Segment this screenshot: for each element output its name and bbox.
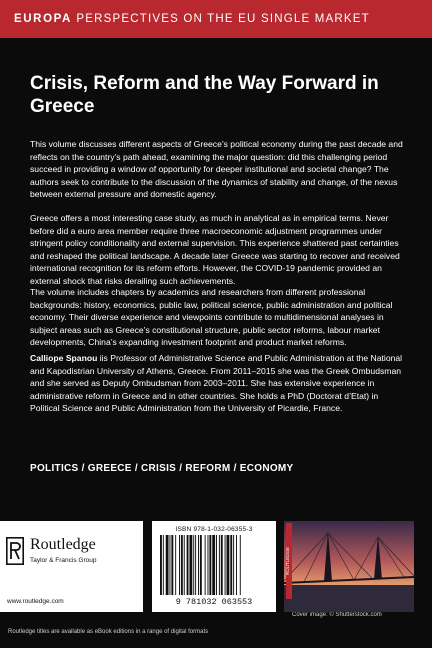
cover-photo-bridge [284,521,414,612]
photo-credit: Cover image: © Shutterstock.com [292,612,382,618]
publisher-name: Routledge [30,536,96,553]
series-banner [0,0,432,38]
subject-keywords: POLITICS / GREECE / CRISIS / REFORM / ECONOMY [30,463,294,474]
publisher-group: Taylor & Francis Group [30,557,97,564]
author-bio [30,352,408,415]
blurb-paragraph-3: The volume includes chapters by academics and researchers from different professional backgrounds: history, economics, public law, political science, public administration and political economy. Their diverse experience and viewpoints contribute to multidimensional analyses in subject areas such as Greece’s constitutional structure, public sector reforms, labour market developments, China’s expanding investment footprint and product market reforms. [30,287,393,348]
series-name: PERSPECTIVES ON THE EU SINGLE MARKET [76,13,370,25]
book-title: Crisis, Reform and the Way Forward in Greece [30,73,379,117]
isbn-barcode [152,521,276,612]
ebook-footnote: Routledge titles are available as eBook editions in a range of digital formats [8,629,209,635]
publisher-logo-panel [0,521,143,612]
blurb-paragraph-2: Greece offers a most interesting case study, as much in analytical as in empirical terms. Never before did a euro area member require three macroeconomic adjustment programmes under stringent policy conditionality and external supervision. This experience shattered past certainties and reshaped the political landscape. A decade later Greece was starting to recover and received international recognition for its reform efforts. However, the COVID-19 pandemic provided an external shock that risks derailing such achievements. [30,213,400,286]
author-name: Calliope Spanou [30,353,98,363]
barcode-digits: 9 781032 063553 [175,597,253,607]
barcode-icon [160,535,268,595]
isbn-number: ISBN 978-1-032-06355-3 [175,526,253,533]
routledge-logo-icon [6,537,24,565]
author-bio-text: iis Professor of Administrative Science and Public Administration at the National and Kapodistrian University of Athens, Greece. From 2011–2015 she was the Greek Ombudsman and she served as Deputy Ombudsman from 2003–2011. She has extensive experience in administrative reform in Greece and in other countries. She holds a PhD (Doctorat d’Etat) in Political Science and Public Administration from the University of Picardie, France. [30,353,403,414]
svg-text:ROUTLEDGE: ROUTLEDGE [285,546,290,576]
series-brand: EUROPA [14,13,72,25]
blurb-paragraph-1: This volume discusses different aspects of Greece’s political economy during the past decade and reflects on the country’s path ahead, examining the major question: did this challenging period succeed in providing a window of opportunity for deeper institutional and societal change? The authors seek to contribute to the discussion of the dynamics of stability and change, of the nexus between external pressure and domestic agency. [30,139,403,200]
publisher-url[interactable]: www.routledge.com [7,598,64,605]
